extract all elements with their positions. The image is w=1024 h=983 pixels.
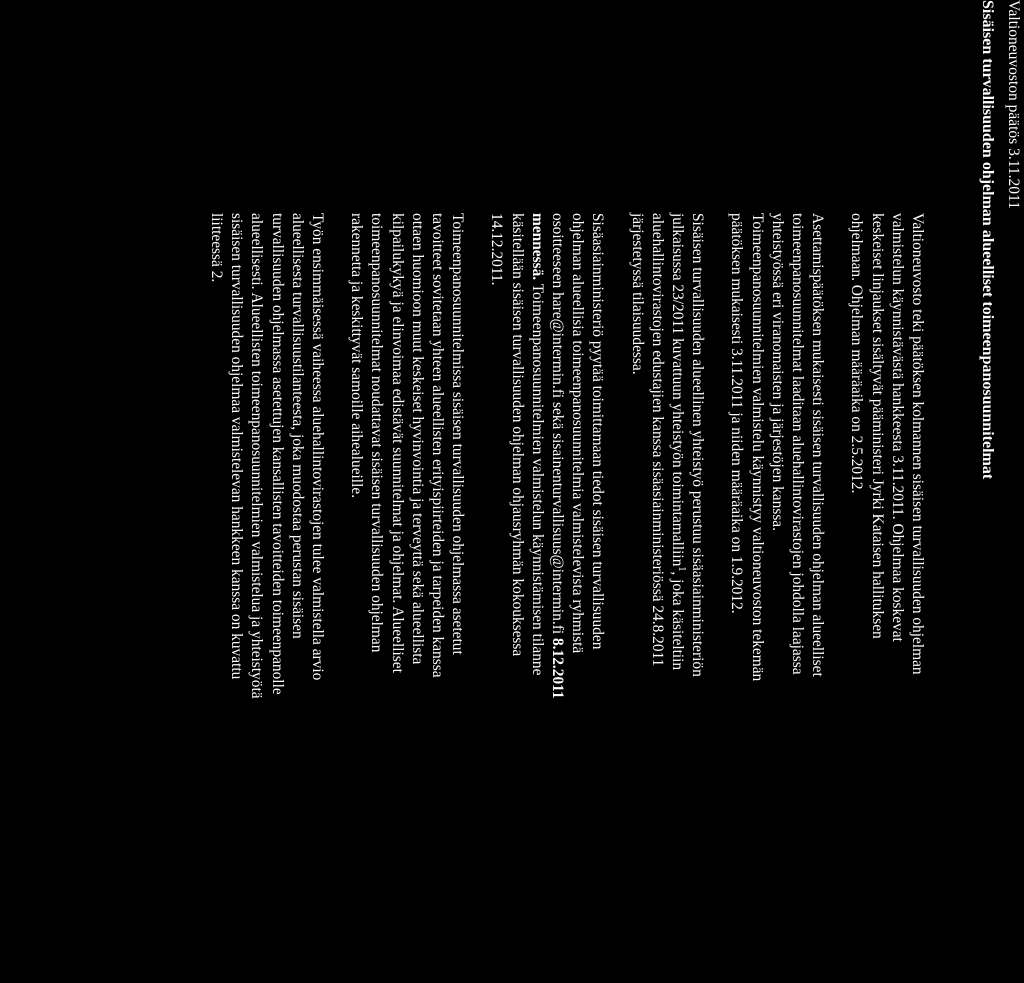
- paragraph-line: alueellisesta turvallisuustilanteesta, joka muodostaa perustan sisäisen: [288, 213, 306, 639]
- decision-header: Valtioneuvoston päätös 3.11.2011: [1005, 0, 1022, 209]
- paragraph-appointment: [726, 213, 827, 983]
- paragraph-line: järjestetyssä tilaisuudessa.: [628, 213, 646, 375]
- paragraph-line: toimeenpanosuunnitelmat laaditaan aluehallintovirastojen johdolla laajassa: [788, 213, 806, 675]
- paragraph-line: ottaen huomioon muut keskeiset hyvinvointia ja terveyttä sekä alueellista: [408, 213, 426, 665]
- paragraph-line: [667, 213, 687, 983]
- paragraph-line: keskeiset linjaukset sisältyvät pääministeri Jyrki Kataisen hallituksen: [868, 213, 886, 639]
- paragraph-line: käsitellään sisäisen turvallisuuden ohjelman ohjausryhmän kokouksessa: [508, 213, 526, 657]
- paragraph-line: ohjelman alueellisia toimeenpanosuunnitelmia valmistelevista ryhmistä: [569, 213, 587, 654]
- paragraph-line: Työn ensimmäisessä vaiheessa aluehallintovirastojen tulee valmistella arvio: [308, 213, 326, 681]
- paragraph-line: alueellisesti. Alueellisten toimeenpanosuunnitelmien valmistelua ja yhteistyötä: [248, 213, 266, 699]
- paragraph-line: Sisäasiainministeriö pyytää toimittamaan tiedot sisäisen turvallisuuden: [589, 213, 607, 650]
- document-title: Sisäisen turvallisuuden ohjelman alueelliset toimeenpanosuunnitelmat: [979, 0, 996, 480]
- paragraph-line: Valtioneuvosto teki päätöksen kolmannen sisäisen turvallisuuden ohjelman: [909, 213, 926, 675]
- footnote-marker: 1: [676, 566, 688, 572]
- paragraph-plans: [346, 213, 467, 983]
- paragraph-line: valmistelun käynnistävästä hankkeesta 3.11.2011. Ohjelmaa koskevat: [888, 213, 906, 642]
- email-addresses: osoitteeseen hare@intermin.fi sekä sisainenturvallisuus@intermin.fi: [548, 213, 566, 638]
- paragraph-line: Asettamispäätöksen mukaisesti sisäisen turvallisuuden ohjelman alueelliset: [809, 213, 827, 677]
- paragraph-decision: [846, 213, 927, 983]
- paragraph-line: aluehallintovirastojen edustajien kanssa sisäasiainministeriössä 24.8.2011: [648, 213, 666, 667]
- paragraph-line: kilpailukykyä ja elinvoimaa edistävät suunnitelmat ja ohjelmat. Alueelliset: [388, 213, 406, 673]
- paragraph-line: sisäisen turvallisuuden ohjelmaa valmistelevan hankkeen kanssa on kuvattu: [228, 213, 246, 680]
- paragraph-line: [527, 213, 547, 983]
- paragraph-line: rakennetta ja keskittyvät samoille aihealueille.: [348, 213, 366, 499]
- paragraph-line: Toimeenpanosuunnitelmien valmistelu käynnistyy valtioneuvoston tekemän: [748, 213, 766, 682]
- paragraph-request: [486, 213, 607, 983]
- paragraph-line: [547, 213, 567, 983]
- line-text: , joka käsiteltiin: [668, 571, 686, 671]
- paragraph-cooperation: [626, 213, 707, 983]
- paragraph-line: päätöksen mukaisesti 3.11.2011 ja niiden määräaika on 1.9.2012.: [728, 213, 746, 614]
- paragraph-line: toimeenpanosuunnitelmat noudattavat sisäisen turvallisuuden ohjelman: [368, 213, 386, 653]
- paragraph-line: tavoitteet sovitetaan yhteen alueellisten erityispiirteiden ja tarpeiden kanssa: [428, 213, 446, 678]
- document-body: [187, 213, 927, 983]
- paragraph-line: 14.12.2011.: [488, 213, 506, 286]
- paragraph-line: liitteessä 2.: [207, 213, 225, 283]
- line-text: Toimeenpanosuunnitelmien valmistelun käynnistämisen tilanne: [528, 280, 546, 676]
- paragraph-line: ohjelmaan. Ohjelman määräaika on 2.5.2012.: [848, 213, 866, 494]
- paragraph-line: Toimeenpanosuunnitelmissa sisäisen turvallisuuden ohjelmassa asetetut: [449, 213, 467, 655]
- paragraph-line: turvallisuuden ohjelmassa asetettujen kansallisten tavoitteiden toimeenpanolle: [268, 213, 286, 695]
- paragraph-line: yhteistyössä eri viranomaisten ja järjestöjen kanssa.: [768, 213, 786, 531]
- line-text: julkaisussa 23/2011 kuvattuun yhteistyön toimintamalliin: [668, 213, 686, 567]
- paragraph-first-phase: [206, 213, 327, 983]
- deadline-date: 8.12.2011: [548, 637, 566, 699]
- paragraph-line: Sisäisen turvallisuuden alueellinen yhteistyö perustuu sisäasiainministeriön: [689, 213, 707, 677]
- deadline-word: mennessä.: [528, 213, 546, 281]
